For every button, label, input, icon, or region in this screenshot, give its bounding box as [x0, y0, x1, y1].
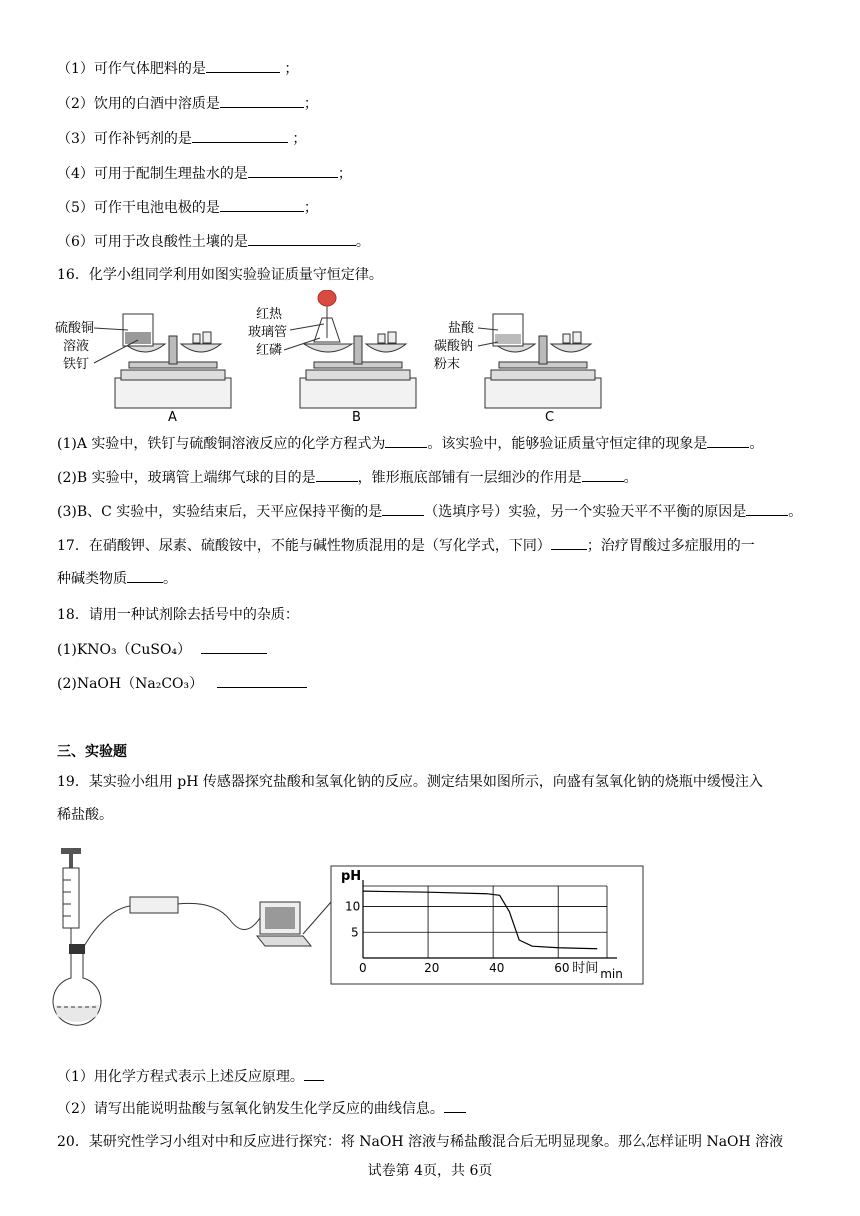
q15-item-5: （5）可作干电池电极的是 ； [57, 197, 318, 218]
answer-blank[interactable] [127, 568, 163, 583]
label-iron-nail: 铁钉 [63, 357, 90, 372]
label-powder: 粉末 [434, 357, 461, 372]
y-tick-label: 5 [351, 925, 359, 940]
sensor-box [130, 897, 178, 913]
answer-blank[interactable] [192, 128, 288, 143]
caption-a: A [168, 410, 177, 425]
label-copper-sulfate: 硫酸铜 [55, 321, 95, 336]
q15-item-2: （2）饮用的白酒中溶质是 ； [57, 93, 318, 114]
y-axis-label: pH [341, 869, 362, 884]
q19-sub-2: （2）请写出能说明盐酸与氢氧化钠发生化学反应的曲线信息。 [57, 1098, 466, 1119]
laptop [257, 902, 331, 946]
answer-blank[interactable] [582, 467, 624, 482]
answer-blank[interactable] [201, 639, 267, 654]
q18-item-2: (2)NaOH（Na₂CO₃） [57, 673, 307, 694]
answer-blank[interactable] [206, 58, 280, 73]
label-red-phosphorus: 红磷 [256, 343, 283, 358]
q16-part-3: (3)B、C 实验中，实验结束后，天平应保持平衡的是 （选填序号）实验，另一个实验天平不平衡的原因是 。 [57, 501, 802, 522]
q17-line-2: 种碱类物质 。 [57, 568, 177, 589]
q15-item-6: （6）可用于改良酸性土壤的是 。 [57, 231, 370, 252]
answer-blank[interactable] [248, 231, 356, 246]
q19-sub-1: （1）用化学方程式表示上述反应原理。 [57, 1066, 324, 1087]
answer-blank[interactable] [220, 197, 304, 212]
answer-blank[interactable] [385, 433, 427, 448]
label-sodium-carbonate: 碳酸钠 [434, 339, 474, 354]
balance-a [115, 314, 231, 408]
q15-item-1: （1）可作气体肥料的是 ； [57, 58, 298, 79]
q16-part-2: (2)B 实验中，玻璃管上端绑气球的目的是 ，锥形瓶底部铺有一层细沙的作用是 。 [57, 467, 638, 488]
page-footer: 试卷第 4页，共 6页 [367, 1163, 493, 1179]
labels-b [248, 306, 324, 358]
x-tick-label: 20 [424, 961, 440, 975]
x-tick-label: 60 [554, 961, 570, 975]
balance-c [485, 314, 601, 408]
x-axis-unit: min [600, 967, 623, 981]
answer-blank[interactable] [382, 501, 424, 516]
answer-blank[interactable] [551, 535, 587, 550]
q20-line-1: 20．某研究性学习小组对中和反应进行探究：将 NaOH 溶液与稀盐酸混合后无明显现象。那么怎样证明 NaOH 溶液 [57, 1134, 784, 1150]
answer-blank[interactable] [707, 433, 749, 448]
q18-stem: 18．请用一种试剂除去括号中的杂质： [57, 607, 299, 623]
balance-b [300, 290, 416, 408]
label-glass-tube: 玻璃管 [248, 325, 288, 340]
q15-item-4: （4）可用于配制生理盐水的是 ； [57, 163, 352, 184]
round-bottom-flask [53, 944, 101, 1025]
q16-part-1: (1)A 实验中，铁钉与硫酸铜溶液反应的化学方程式为 。该实验中，能够验证质量守恒定律的现象是 。 [57, 433, 763, 454]
caption-c: C [545, 410, 555, 425]
syringe [61, 848, 81, 950]
q16-stem: 16．化学小组同学利用如图实验验证质量守恒定律。 [57, 267, 383, 283]
x-axis-label: 时间 [572, 961, 599, 976]
answer-blank[interactable] [220, 93, 304, 108]
y-tick-label: 10 [345, 899, 361, 914]
balance-experiment-figure [50, 290, 630, 430]
label-hydrochloric-acid: 盐酸 [448, 321, 475, 336]
answer-blank[interactable] [217, 673, 307, 688]
label-red-hot: 红热 [256, 307, 283, 322]
labels-c [434, 320, 498, 372]
q19-line-1: 19．某实验小组用 pH 传感器探究盐酸和氢氧化钠的反应。测定结果如图所示，向盛有氢氧化钠的烧瓶中缓慢注入 [57, 774, 763, 790]
q18-item-1: (1)KNO₃（CuSO₄） [57, 639, 267, 660]
q15-item-3: （3）可作补钙剂的是 ； [57, 128, 306, 149]
section-heading: 三、实验题 [57, 744, 127, 760]
answer-blank[interactable] [304, 1066, 324, 1081]
ph-sensor-figure [45, 840, 655, 1040]
answer-blank[interactable] [316, 467, 358, 482]
x-tick-label: 40 [489, 961, 505, 975]
answer-blank[interactable] [746, 501, 788, 516]
caption-b: B [352, 410, 361, 425]
answer-blank[interactable] [248, 163, 338, 178]
q17-line-1: 17．在硝酸钾、尿素、硫酸铵中，不能与碱性物质混用的是（写化学式，下同） ；治疗胃酸过多症服用的一 [57, 535, 755, 556]
answer-blank[interactable] [444, 1098, 466, 1113]
q19-line-2: 稀盐酸。 [57, 807, 113, 823]
x-tick-label: 0 [359, 961, 367, 975]
label-solution: 溶液 [63, 339, 90, 354]
